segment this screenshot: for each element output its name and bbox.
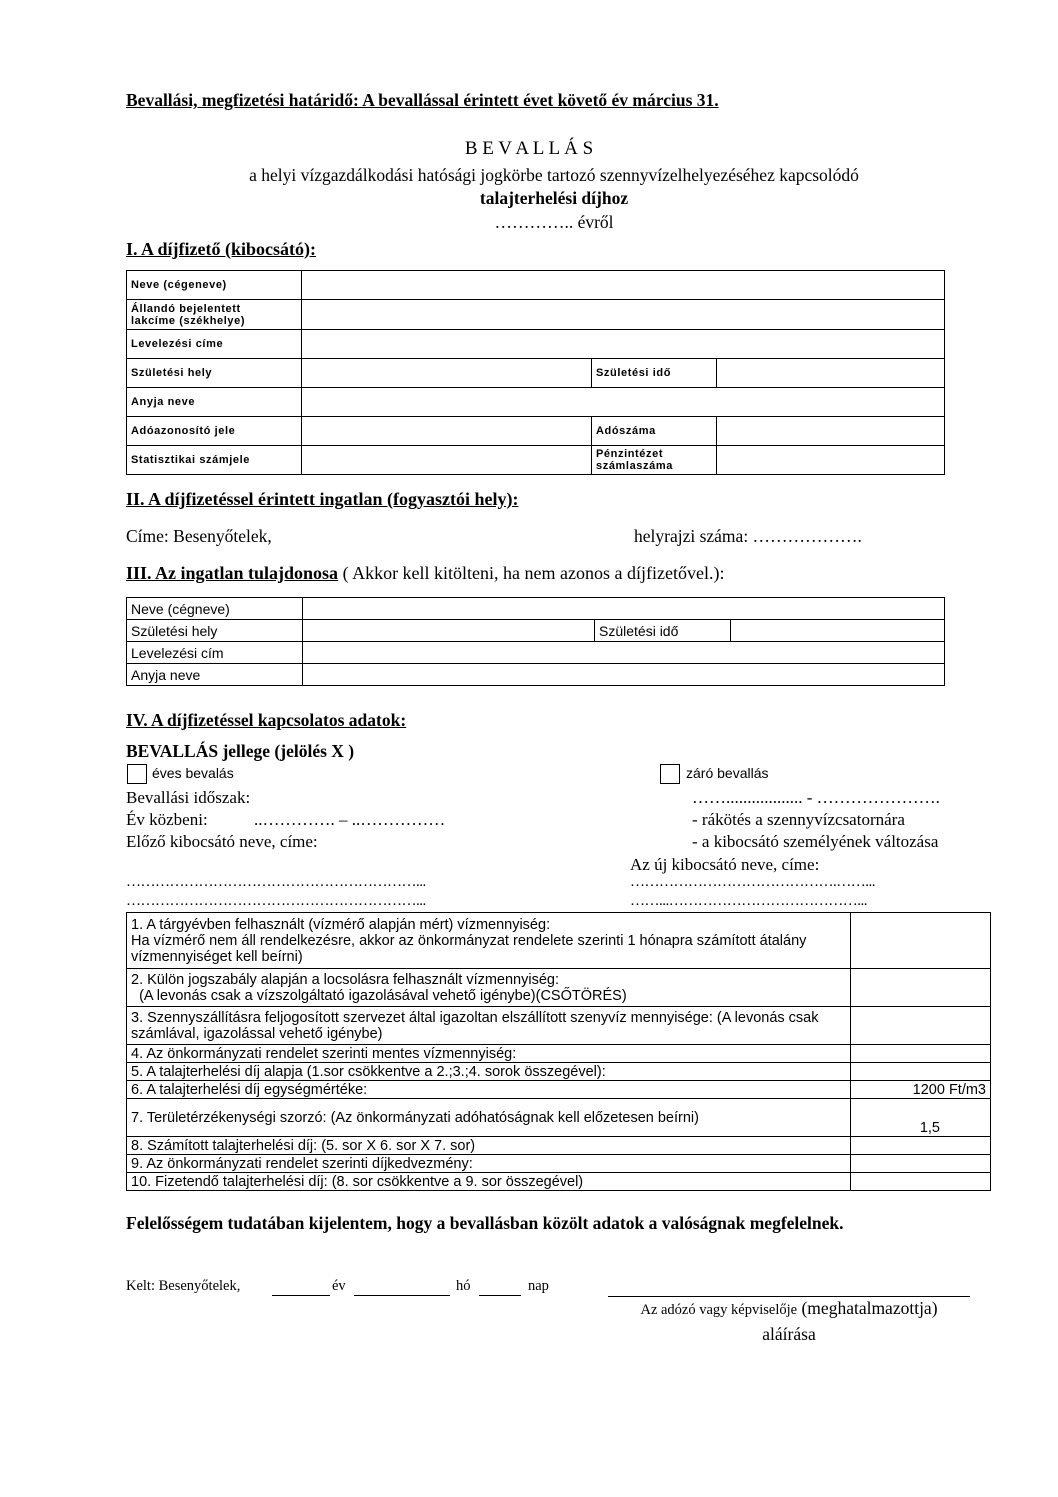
fee-row-value[interactable]: 1200 Ft/m3 [851, 1081, 991, 1099]
payer-taxnum-field[interactable] [717, 417, 945, 446]
payer-taxid-label: Adóazonosító jele [127, 417, 302, 446]
date-line [126, 1278, 240, 1295]
payer-address-field[interactable] [302, 300, 945, 330]
owner-birthdate-label: Születési idő [595, 620, 731, 642]
place-label: Kelt: Besenyőtelek, [126, 1278, 241, 1294]
form-subtitle: a helyi vízgazdálkodási hatósági jogkörbe tartozó szennyvízelhelyezéséhez kapcsolódó [249, 165, 859, 185]
payer-name-field[interactable] [302, 271, 945, 300]
section-4-heading: IV. A díjfizetéssel kapcsolatos adatok: [126, 710, 407, 730]
new-emitter-dots-2[interactable]: ……...…………………………………... [630, 893, 867, 909]
owner-birthplace-field[interactable] [303, 620, 595, 642]
payer-address-label: Állandó bejelentett lakcíme (székhelye) [127, 300, 302, 330]
fee-row [127, 1045, 991, 1063]
property-lot-number: helyrajzi száma: ………………. [634, 526, 862, 546]
previous-emitter-label: Előző kibocsátó neve, címe: [126, 832, 318, 851]
year-line: ………….. évről [494, 212, 614, 232]
declaration-type-heading: BEVALLÁS jellege (jelölés X ) [126, 741, 355, 761]
fee-row-value[interactable] [851, 1045, 991, 1063]
payer-bank-field[interactable] [717, 446, 945, 475]
payer-birthdate-field[interactable] [717, 359, 945, 388]
fee-row [127, 1137, 991, 1155]
fee-row-value[interactable] [851, 1173, 991, 1191]
fee-row-value[interactable] [851, 1007, 991, 1045]
payer-mother-label: Anyja neve [127, 388, 302, 417]
payer-table [126, 270, 945, 475]
fee-row-label: 3. Szennyszállításra feljogosított szervezet által igazoltan elszállított szenyvíz mennyisége: (A levonás csak számlával, igazolással vehető igénybe) [127, 1007, 851, 1045]
fee-row-label: 4. Az önkormányzati rendelet szerinti mentes vízmennyiség: [127, 1045, 851, 1063]
fee-row-label: 9. Az önkormányzati rendelet szerinti díjkedvezmény: [127, 1155, 851, 1173]
fee-row-label: 10. Fizetendő talajterhelési díj: (8. sor csökkentve a 9. sor összegével) [127, 1173, 851, 1191]
section-3-note: ( Akkor kell kitölteni, ha nem azonos a díjfizetővel.): [338, 563, 725, 583]
payer-birthdate-label: Születési idő [592, 359, 717, 388]
fee-row [127, 1007, 991, 1045]
fee-row-label: 6. A talajterhelési díj egységmértéke: [127, 1081, 851, 1099]
owner-mail-label: Levelezési cím [127, 642, 303, 664]
deadline-notice: Bevallási, megfizetési határidő: A bevallással érintett évet követő év március 31. [126, 90, 719, 110]
new-emitter-dots-1[interactable]: …………………………………….……... [630, 874, 875, 890]
year-suffix: év [332, 1278, 346, 1294]
payer-stat-field[interactable] [302, 446, 592, 475]
reason-connection: - rákötés a szennyvízcsatornára [692, 810, 905, 829]
payer-birthplace-field[interactable] [302, 359, 592, 388]
fee-row-value[interactable] [851, 1063, 991, 1081]
month-suffix: hó [456, 1278, 471, 1294]
payer-mail-label: Levelezési címe [127, 330, 302, 359]
form-title: B E V A L L Á S [464, 138, 594, 159]
period-value: …….................. - …………………. [692, 788, 940, 807]
midyear-value: ..…………. – ..…………… [254, 810, 446, 829]
owner-table [126, 597, 945, 686]
fee-row [127, 1099, 991, 1137]
payer-birthplace-label: Születési hely [127, 359, 302, 388]
fee-row-label: 5. A talajterhelési díj alapja (1.sor csökkentve a 2.;3.;4. sorok összegével): [127, 1063, 851, 1081]
owner-birthplace-label: Születési hely [127, 620, 303, 642]
owner-name-label: Neve (cégneve) [127, 598, 303, 620]
signature-caption: aláírása [762, 1324, 816, 1344]
signer-caption-a: Az adózó vagy képviselője [640, 1302, 798, 1318]
reason-change: - a kibocsátó személyének változása [692, 832, 939, 851]
fee-row-value[interactable]: 1,5 [851, 1099, 991, 1137]
payer-bank-label: Pénzintézet számlaszáma [592, 446, 717, 475]
new-emitter-label: Az új kibocsátó neve, címe: [630, 855, 820, 874]
fee-row-value[interactable] [851, 969, 991, 1007]
payer-mother-field[interactable] [302, 388, 945, 417]
fee-row [127, 1063, 991, 1081]
previous-emitter-dots-1[interactable]: ……………………………………………………... [126, 874, 426, 890]
midyear-label: Év közbeni: [126, 810, 208, 829]
year-blank[interactable] [272, 1281, 330, 1296]
section-1-heading: I. A díjfizető (kibocsátó): [126, 239, 316, 259]
fee-row [127, 1081, 991, 1099]
signer-caption-b: (meghatalmazottja) [797, 1298, 938, 1318]
owner-mother-label: Anyja neve [127, 664, 303, 686]
fee-row-label: 7. Területérzékenységi szorzó: (Az önkormányzati adóhatóságnak kell előzetesen beírni) [127, 1099, 851, 1137]
fee-row-label: 1. A tárgyévben felhasznált (vízmérő alapján mért) vízmennyiség: Ha vízmérő nem áll rendelkezésre, akkor az önkormányzat rendelete szerinti 1 hónapra számított átalány vízmennyiséget kell beírni) [127, 913, 851, 969]
period-label: Bevallási időszak: [126, 788, 251, 807]
fee-row [127, 1155, 991, 1173]
section-2-heading: II. A díjfizetéssel érintett ingatlan (fogyasztói hely): [126, 489, 519, 509]
fee-row-value[interactable] [851, 913, 991, 969]
signer-caption [608, 1298, 970, 1319]
owner-mail-field[interactable] [303, 642, 945, 664]
payer-taxid-field[interactable] [302, 417, 592, 446]
fee-row [127, 913, 991, 969]
payer-mail-field[interactable] [302, 330, 945, 359]
fee-table [126, 912, 991, 1191]
owner-birthdate-field[interactable] [731, 620, 945, 642]
form-subtitle-2: talajterhelési díjhoz [479, 188, 629, 208]
closing-label: záró bevallás [686, 765, 769, 781]
signature-line[interactable] [608, 1282, 970, 1297]
declaration-text: Felelősségem tudatában kijelentem, hogy a bevallásban közölt adatok a valóságnak megfelelnek. [126, 1213, 844, 1233]
section-3-heading: III. Az ingatlan tulajdonosa [126, 563, 339, 583]
closing-checkbox[interactable] [660, 764, 680, 784]
month-blank[interactable] [354, 1281, 450, 1296]
fee-row-value[interactable] [851, 1137, 991, 1155]
fee-row-value[interactable] [851, 1155, 991, 1173]
payer-name-label: Neve (cégeneve) [127, 271, 302, 300]
property-address: Címe: Besenyőtelek, [126, 526, 272, 546]
fee-row [127, 1173, 991, 1191]
fee-row-label: 2. Külön jogszabály alapján a locsolásra felhasznált vízmennyiség: (A levonás csak a vízszolgáltató igazolásával vehető igénybe)(CSŐTÖRÉS) [127, 969, 851, 1007]
fee-row [127, 969, 991, 1007]
day-blank[interactable] [479, 1281, 521, 1296]
section-3-heading-line [126, 563, 724, 584]
day-suffix: nap [528, 1278, 549, 1294]
annual-label: éves bevalás [152, 765, 234, 781]
payer-stat-label: Statisztikai számjele [127, 446, 302, 475]
owner-name-field[interactable] [303, 598, 945, 620]
annual-checkbox[interactable] [127, 764, 147, 784]
payer-taxnum-label: Adószáma [592, 417, 717, 446]
previous-emitter-dots-2[interactable]: ……………………………………………………... [126, 893, 426, 909]
fee-row-label: 8. Számított talajterhelési díj: (5. sor X 6. sor X 7. sor) [127, 1137, 851, 1155]
owner-mother-field[interactable] [303, 664, 945, 686]
